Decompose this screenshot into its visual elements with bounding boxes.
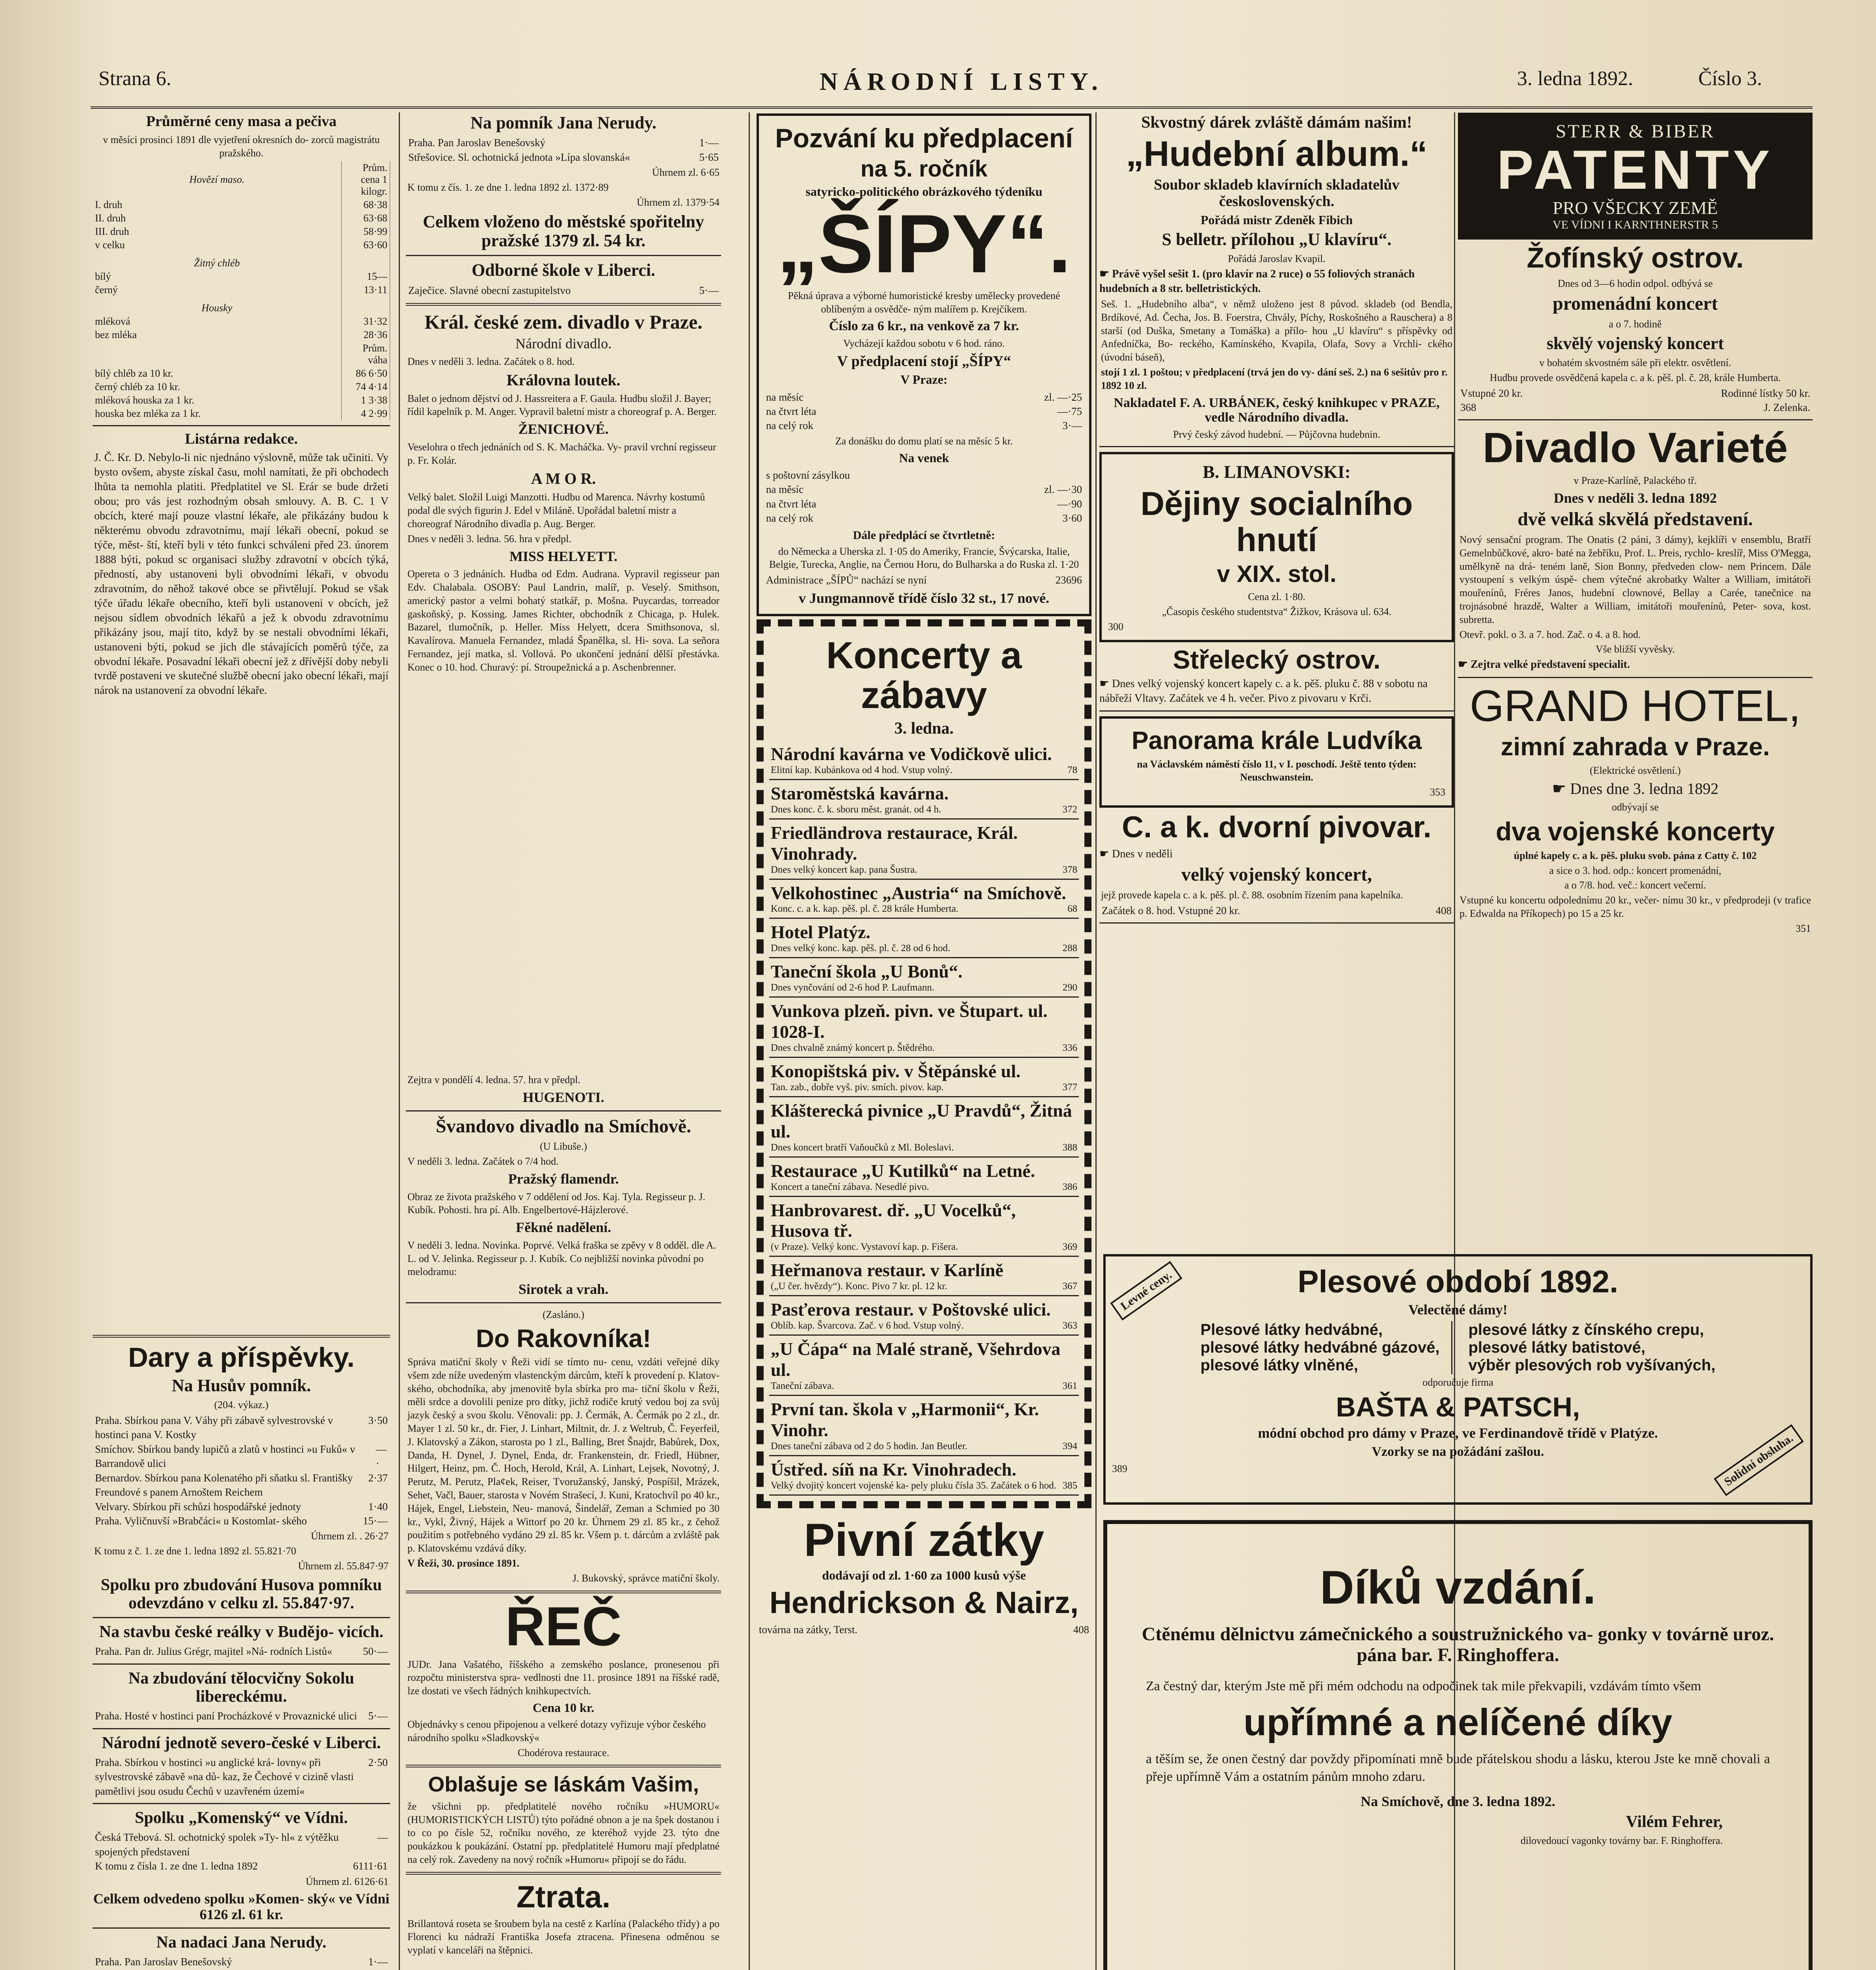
weight-col: Prům. váha [342, 342, 390, 367]
patenty-title: PATENTY [1497, 139, 1774, 201]
concerts-box [757, 619, 1091, 1508]
zofin-foot: Vstupné 20 kr. Rodinné lístky 50 kr. [1460, 387, 1810, 399]
diky-place: Na Smíchově, dne 3. ledna 1892. [1360, 1793, 1556, 1810]
ples-vz: Vzorky se na požádání zašlou. [1372, 1444, 1544, 1459]
hotel-line: ☛ Dnes dne 3. ledna 1892 [1458, 779, 1813, 799]
diky-title: Díků vzdání. [1320, 1561, 1596, 1614]
list-item: Praha. Sbírkou v hostinci »u anglické krá- lovny« při sylvestrovské zábavě »na dů- kaz, že Čechové v cizině vlasti pamětlivi jsou osudu Čechů v uzavřeném území« 2·50 [95, 1756, 388, 1797]
ples-item: plesové látky batistové, [1468, 1338, 1645, 1356]
theatre-date: Dnes v neděli 3. ledna. 56. hra v předpl. [407, 533, 571, 545]
rec-text: JUDr. Jana Vašatého, říšského a zemského poslance, pronesenou při rozpočtu ministerstva spra- vedlnosti dne 11. prosince 1891 na říšské radě, lze dostati ve všech řádných knihkupectvích. [407, 1658, 720, 1697]
sipy-addr: v Jungmannově třídě číslo 32 st., 17 nové. [798, 590, 1049, 606]
table-row: v celku 63·60 [93, 238, 390, 252]
ples-stamp: Solidní obsluha. [1714, 1424, 1803, 1496]
ples-item: plesové látky vlněné, [1200, 1356, 1358, 1374]
hotel-text: úplné kapely c. a k. pěš. pluku svob. pána z Catty č. 102 [1513, 849, 1757, 861]
list-item: Praha. Pan dr. Julius Grégr, majitel »Ná- rodních Listů« 50·— [95, 1645, 388, 1658]
zofin-sign: 368 J. Zelenka. [1460, 401, 1810, 413]
table-row: bílý chléb za 10 kr. 86 6·50 [93, 367, 390, 380]
list-item: Praha. Hosté v hostinci paní Procházkové v Provaznické ulici 5·— [95, 1710, 388, 1722]
dejiny-sub: v XIX. stol. [1217, 561, 1337, 587]
panorama-text: na Václavském náměstí číslo 11, v I. poschodí. Ještě tento týden: Neuschwanstein. [1137, 758, 1417, 783]
play-text: Balet o jednom dějství od J. Hassreitera a F. Gaula. Hudbu složil J. Bayer; řídil kapelník p. M. Anger. Vypravil baletní mistr a choreograf p. A. Berger. [407, 392, 717, 418]
table-row: III. druh 58·99 [93, 225, 390, 238]
neruda-title: Na nadaci Jana Nerudy. [156, 1933, 327, 1951]
diky-ad [1103, 1517, 1813, 1970]
list-item: Konopištská piv. v Štěpánské ul. Tan. zab., dobře vyš. piv. smích. pivov. kap. 377 [769, 1058, 1079, 1097]
list-item: K tomu z čísla 1. ze dne 1. ledna 1892 6111·61 [95, 1860, 388, 1872]
pivovar-bold: velký vojenský koncert, [1181, 864, 1372, 885]
hotel-bold: dva vojenské koncerty [1495, 817, 1775, 846]
table-row: bez mléka 28·36 [93, 328, 390, 342]
list-item: Praha. Pan Jaroslav Benešovský 1·— [408, 137, 719, 149]
play-title: Pražský flamendr. [508, 1171, 619, 1187]
list-item: na měsíc zl. —·25 [766, 391, 1082, 403]
zofin-bold2: skvělý vojenský koncert [1547, 333, 1724, 353]
patenty-banner [1458, 113, 1813, 240]
play-title: Sirotek a vrah. [518, 1281, 609, 1297]
rakovnik-title: Do Rakovníka! [476, 1324, 651, 1353]
table-row: I. druh 68·38 [93, 198, 390, 212]
sipy-venek: Na venek [899, 450, 949, 465]
diky-sign2: dilovedoucí vagonky továrny bar. F. Ringhoffera. [1520, 1834, 1723, 1846]
zatky-brand: Hendrickson & Nairz, [769, 1585, 1079, 1620]
list-item: Hanbrovarest. dř. „U Vocelků“, Husova tř. (v Praze). Velký konc. Vystavoví kap. p. Fišera. 369 [769, 1197, 1079, 1257]
pivovar-line: ☛ Dnes v neděli [1099, 847, 1454, 861]
smichov-date: V neděli 3. ledna. Začátek o 7/4 hod. [407, 1156, 559, 1167]
hotel-sub2: (Elektrické osvětlení.) [1590, 764, 1681, 776]
rolls-header: Housky [93, 297, 342, 315]
variete-place: v Praze-Karlíně, Palackého tř. [1573, 474, 1697, 486]
play-text: Opereta o 3 jednáních. Hudba od Edm. Audrana. Vypravil regisseur pan Edv. Chalabala. OSOBY: Paul Landrin, malíř, p. Veselý. Smithson, americký pastor a velmi bohatý statkář, p. Mošna. Puycardas, torreador gaskoňský, p. Kossing. James Richter, obchodník z Chicaga, p. Hulek. Bazarel, tlumočník, p. Heller. Miss Helyett, dcera Smithsonova, sl. Kavalírova. Manuela Fernandez, mladá Španělka, sl. Hi- sova. La señora Fernandez, její matka, sl. Vollová. Po ukončení jednání dělší přestávka. Konec o 10. hod. Churavý: pí. Stroupežnická a p. Aschenbrenner. [407, 568, 720, 673]
dejiny-price: Cena zl. 1·80. [1248, 591, 1305, 603]
pomnik-sum: Úhrnem zl. 6·65 [652, 167, 720, 178]
list-item: Bernardov. Sbírkou pana Kolenatého při sňatku sl. Františky Freundové s panem Arnoštem Reichem 2·37 [95, 1472, 388, 1498]
sipy-out: Vycházejí každou sobotu v 6 hod. ráno. [843, 337, 1005, 349]
rec-sign: Chodérova restaurace. [517, 1747, 610, 1758]
play-text: Veselohra o třech jednáních od S. K. Macháčka. Vy- pravil vrchní regisseur p. Fr. Kolár. [407, 441, 716, 466]
column-2 [406, 110, 721, 1970]
editorial-title: Listárna redakce. [185, 431, 298, 448]
diky-big: upřímné a nelíčené díky [1243, 1701, 1673, 1744]
patenty-bot: PRO VŠECKY ZEMĚ [1552, 198, 1718, 218]
diky-text: Za čestný dar, kterým Jste mě při mém odchodu na odpočinek tak mile překvapili, vzdávám tímto všem [1146, 1678, 1701, 1693]
vasim-title: Oblašuje se láskám Vašim, [428, 1773, 699, 1797]
meat-col: Prům. cena 1 kilogr. [342, 161, 390, 198]
editorial-text: J. Č. Kr. D. Nebylo-li nic njednáno výslovně, může tak učiniti. Vy bysto ovšem, abyste získal času, mohl namítati, že při obchodech lhůta ta nemohla platiti. Předplatitel ve Sl. Erár se bude držeti obou; pro vás jest rozhodným obsah smlouvy. A. B. C. 1 V obcích, které mají pouze vlastní lékaře, ale přikázány budou k některému obvodu zdravotnímu, mají lékaři obecní, pokud se týče, měst- ští, kteří byli v této funkci schváleni před 23. únorem 1888 býti, pokud sc organisaci služby zdravotní v obcích týká, předností, aby ustanoveni byli obvodními lékaři, v obvodu zdravotním, do něhož takové obce se přivtělují. Pokud se však týče úřadu lékaře obecního, kteří byli ustanoveni v obcích, jež nejsou sídlem obvodních lékařů a jež k obvodu zdravotnímu přikázány jsou, mají tito, když by se nestali obvodními lékaři, ustanoveni býti, pokud se jich dle stávajících poměrů týče, za obvodní lékaře. Posavadní lékaři obecní jež z dřívější doby nebyli tvrdě postaveni ve skutečné službě obecní jako obecní lékaři, mají nárok na ustanovení za obvodní lékaře. [94, 452, 389, 697]
skola-title: Odborné škole v Liberci. [471, 260, 656, 280]
diky-sign: Vilém Fehrer, [1626, 1812, 1723, 1831]
ples-sub: Velectěné dámy! [1408, 1302, 1508, 1318]
panorama-ad [1099, 716, 1454, 808]
pomnik-sum: Úhrnem zl. 1379·54 [636, 196, 720, 208]
panorama-title: Panorama krále Ludvíka [1131, 726, 1422, 755]
theatre-date: Dnes v neděli 3. ledna. Začátek o 8. hod. [407, 355, 575, 367]
hus-subtitle: (204. výkaz.) [214, 1399, 269, 1411]
meat-header: Hovězí maso. [93, 161, 342, 198]
rakovnik-place: V Řeži, 30. prosince 1891. [407, 1557, 520, 1569]
rakovnik-pre: (Zasláno.) [542, 1308, 585, 1320]
rakovnik-text: Správa matiční školy v Řeži vidí se tímto nu- cenu, vzdáti veřejné díky všem zde níže uvedeným vlastenckým dárcům, kteří k provedení p. Klatov- ského, obchodníka, aby jmenovitě byla sbírka pro ma- tiční školu v Řeži, měli srdce a dovolili penize pro dítky, jichž rodiče krutý vedou boj za svůj jazyk český a svou školu. Věnovali: pp. J. Čermák, A. Čermák po 2 zl., dr. Mayer 1 zl. 50 kr., dr. Fier, J. Linhart, Miltnit, dr. J. z Weltrub, Č. Feyerfeil, J. Klatovský a Zákon, starosta po 1 zl., Balling, Bret Šnajdr, Babůrek, Dox, Danda, H. Dynel, J. Dynel, Enda, dr. Frankenstein, dr. Friedl, Hübner, Hilgert, Heinz, pm. Č. Hoch, Herold, Král, A. Linhart, Lejsek, Novotný, J. Perutz, M. Perutz, Pla¢ek, Reiser, Tvoružanský, Janský, Pospíšil, Mrázek, Sehet, Vačl, Bauer, starosta v Novém Strašecí, J. Kuni, Kratochvíl po 40 kr., Hájek, Engel, Liebstein, Neu- manová, Šindelář, Zeman a Schmied po 30 kr., Vykl, Živný, Hájek a Wittorf po 20 kr. Úhrnem 29 zl. 85 kr., z čehož použitím s potřebného vydáno 29 zl. 85 kr. Všem p. t. dárcům a zvláště pak p. Klatovskému vzdává díky. [407, 1356, 720, 1554]
sipy-sub2: satyricko-politického obrázkového týdeníku [805, 184, 1043, 199]
diky-sub: Ctěnému dělnictvu zámečnického a soustružnického va- gonky v továrně uroz. pána bar. F. Ringhoffera. [1142, 1624, 1774, 1665]
list-item: Staroměstská kavárna. Dnes konc. č. k. sboru měst. granát. od 4 h. 372 [769, 780, 1079, 820]
list-item: s poštovní zásylkou [766, 469, 850, 481]
hotel-sub: zimní zahrada v Praze. [1500, 732, 1770, 761]
list-item: Praha. Sbírkou pana V. Váhy při zábavě sylvestrovské v hostinci pana V. Kostky 3·50 [95, 1414, 388, 1441]
variete-bold: dvě velká skvělá představení. [1517, 509, 1753, 530]
zatky-addr: továrna na zátky, Terst. 408 [759, 1624, 1089, 1636]
rec-price: Cena 10 kr. [532, 1700, 595, 1715]
album-pub2: Prvý český závod hudební. — Půjčovna hudebnin. [1173, 429, 1380, 440]
donations-title: Dary a příspěvky. [128, 1342, 355, 1373]
album-sub: Soubor skladeb klavírních skladatelův československých. [1154, 177, 1400, 210]
hotel-foot: Vstupné ku koncertu odpolednímu 20 kr., večer- nímu 30 kr., v předprodeji (v trafice p. Edwalda na Příkopech) po 15 a 25 kr. [1460, 894, 1811, 919]
ples-firm: BAŠTA & PATSCH, [1336, 1392, 1580, 1423]
ples-stamp: Levné ceny. [1110, 1261, 1182, 1321]
dejiny-n: 300 [1108, 621, 1123, 633]
hotel-n: 351 [1796, 922, 1811, 934]
zofin-text3: v bohatém skvostném sále při elektr. osvětlení. [1539, 357, 1731, 368]
list-item: Restaurace „U Kutilků“ na Letné. Koncert a taneční zábava. Nesedlé pivo. 386 [769, 1158, 1079, 1197]
concerts-date: 3. ledna. [894, 719, 954, 738]
column-3 [757, 110, 1091, 1970]
pomnik-total: Celkem vloženo do městské spořitelny pražské 1379 zl. 54 kr. [423, 212, 704, 251]
variete-line: Dnes v neděli 3. ledna 1892 [1553, 490, 1717, 506]
play-title: HUGENOTI. [522, 1089, 604, 1106]
table-row: černý chléb za 10 kr. 74 4·14 [93, 380, 390, 394]
list-item: Ústřed. síň na Kr. Vinohradech. Velký dvojitý koncert vojenské ka- pely pluku čísla 35. Začátek o 6 hod. 385 [769, 1456, 1079, 1496]
hus-sum: Úhrnem zl. 55.847·97 [298, 1560, 389, 1572]
vasim-text: že všichni pp. předplatitelé nového ročníku »HUMORU« (HUMORISTICKÝCH LISTŮ) týto pořádné obnon a je na špek dostanou i to co po čísle 52, ročníku nového, ze kteréhož vyjde 23. týto dne poukázkou k poukázání. Ostatní pp. předplatitelé Humoru mají předplatné na celý rok. Zavedeny na nový ročník »Humoru« připojí se do řádu. [407, 1800, 720, 1866]
zofin-text2: a o 7. hodině [1608, 318, 1662, 330]
list-item: Hotel Platýz. Dnes velký konc. kap. pěš. pl. č. 28 od 6 hod. 288 [769, 919, 1079, 958]
masthead-title: NÁRODNÍ LISTY. [820, 67, 1103, 95]
column-divider [399, 112, 400, 1970]
list-item: Heřmanova restaur. v Karlíně („U čer. hvězdy“). Konc. Pivo 7 kr. pl. 12 kr. 367 [769, 1257, 1079, 1296]
variete-title: Divadlo Varieté [1482, 424, 1788, 472]
dejiny-pub: „Časopis českého studentstva“ Žižkov, Krásova ul. 634. [1162, 606, 1392, 618]
patenty-top: STERR & BIBER [1555, 121, 1715, 142]
list-item: „U Čápa“ na Malé straně, Všehrdova ul. Taneční zábava. 361 [769, 1336, 1079, 1396]
album-news: ☛ Právě vyšel sešit 1. (pro klavír na 2 ruce) o 55 foliových stranách hudebních a 8 str. belletristických. [1099, 267, 1454, 296]
table-row: bílý 15— [93, 270, 390, 283]
album-price: stojí 1 zl. 1 poštou; v předplacení (trvá jen do vy- dání seš. 2.) na 6 sešitův pro r. 1892 10 zl. [1101, 366, 1448, 391]
dejiny-author: B. LIMANOVSKI: [1203, 462, 1351, 482]
sipy-top: Pozvání ku předplacení [775, 123, 1073, 153]
pomnik-title: Na pomník Jana Nerudy. [470, 113, 656, 132]
rec-title: ŘEČ [505, 1595, 622, 1657]
list-item: Vunkova plzeň. pivn. ve Štupart. ul. 1028-I. Dnes chvalně známý koncert p. Štědrého. 336 [769, 998, 1079, 1058]
zofin-title: Žofínský ostrov. [1526, 242, 1744, 274]
pivovar-text: jejž provede kapela c. a k. pěš. pl. č. 88. osobním řízením pana kapelníka. [1101, 889, 1403, 901]
zatky-text: dodávají od zl. 1·60 za 1000 kusů výše [822, 1568, 1026, 1583]
column-divider [749, 112, 750, 1970]
hotel-title: GRAND HOTEL, [1469, 681, 1801, 730]
play-text: Obraz ze života pražského v 7 oddělení od Jos. Kaj. Tyla. Regisseur p. J. Kubík. Pohosti. hra pí. Alb. Engelbertové-Hájzlerové. [407, 1191, 705, 1216]
ples-n: 389 [1112, 1463, 1127, 1475]
komensky-total: Celkem odvedeno spolku »Komen- ský« ve Vídni 6126 zl. 61 kr. [93, 1891, 390, 1922]
sipy-ad [757, 113, 1091, 616]
variete-foot3: ☛ Zejtra velké představení specialit. [1458, 658, 1813, 672]
ples-end: odporučuje firma [1422, 1376, 1493, 1388]
sipy-sub: na 5. ročník [860, 156, 988, 182]
list-item: Česká Třebová. Sl. ochotnický spolek »Ty- hl« z výtěžku spojených představení — [95, 1831, 388, 1858]
patenty-addr: VE VÍDNI I KARNTHNERSTR 5 [1552, 218, 1718, 231]
ples-item: výběr plesových rob vyšívaných, [1468, 1356, 1716, 1374]
zofin-bold: promenádní koncert [1552, 293, 1718, 314]
play-title: Fěkné nadělení. [515, 1219, 611, 1236]
page-header [91, 63, 1813, 109]
list-item: Praha. Pan Jaroslav Benešovský 1·— [95, 1955, 388, 1968]
dejiny-ad [1099, 452, 1454, 642]
list-item: na čtvrt léta —·90 [766, 498, 1082, 510]
list-item: Smíchov. Sbírkou bandy lupičů a zlatů v hostinci »u Fuků« v Barrandově ulici —· [95, 1443, 387, 1470]
sipy-dale: Dále předplácí se čtvrtletně: [853, 528, 995, 542]
column-1 [93, 110, 390, 1970]
play-title: MISS HELYETT. [509, 548, 618, 564]
rec-text: Objednávky s cenou připojenou a velkeré dotazy vyřizuje výbor českého národního spolku »Sladkovský« [407, 1719, 706, 1743]
album-pub: Nakladatel F. A. URBÁNEK, český knihkupec v PRAZE, vedle Národního divadla. [1114, 395, 1440, 425]
sokol-title: Na zbudování tělocvičny Sokolu libereckému. [128, 1669, 354, 1706]
rakovnik-sign: J. Bukovský, správce matiční školy. [572, 1572, 720, 1584]
smichov-subtitle: (U Libuše.) [540, 1141, 587, 1152]
jednota-title: Národní jednotě severo-české v Liberci. [102, 1734, 381, 1752]
variete-foot: Otevř. pokl. o 3. a 7. hod. Zač. o 4. a 8. hod. [1460, 628, 1641, 640]
ples-item: plesové látky z čínského crepu, [1468, 1321, 1704, 1338]
album-text: Seš. 1. „Hudebního alba“, v němž uloženo jest 8 původ. skladeb (od Bendla, Brdíkové, Ad. Čecha, Jos. B. Foerstra, Chvály, Píchy, Roskošného a Rauschera) a 8 starší (od Duška, Smetany a Tomáška) a přílo- hou „U klavíru“ s příspěvky od Anfedníčka, Bo- reckého, Kamínského, Kvapila, Olafa, Sovy a Vrchli- ckého (úvodní báseň), [1101, 298, 1452, 363]
ztrata-title: Ztrata. [516, 1879, 611, 1914]
theatre-title: Král. české zem. divadlo v Praze. [424, 311, 703, 333]
prices-title: Průměrné ceny masa a pečiva [146, 113, 337, 130]
strel-text: ☛ Dnes velký vojenský koncert kapely c. a k. pěš. pluku č. 88 v sobotu na nábřeží Vltavy. Začátek ve 4 h. večer. Pivo z pivovaru v Krči. [1099, 677, 1454, 706]
list-item: Praha. Vyličnuvší »Brabčáci« u Kostomlat- ského 15·— [95, 1515, 388, 1527]
list-item: na celý rok 3·— [766, 420, 1082, 432]
list-item: Pasťerova restaur. v Poštovské ulici. Oblíb. kap. Švarcova. Zač. v 6 hod. Vstup volný. 363 [769, 1296, 1079, 1336]
realka-title: Na stavbu české reálky v Budějo- vicích. [99, 1623, 384, 1641]
hus-sum: K tomu z č. 1. ze dne 1. ledna 1892 zl. 55.821·70 [94, 1545, 296, 1557]
hus-total: Spolku pro zbudování Husova pomníku odevzdáno v celku zl. 55.847·97. [100, 1576, 382, 1612]
sipy-title: „ŠÍPY“. [777, 197, 1071, 290]
table-row: II. druh 63·68 [93, 212, 390, 225]
hus-sum: Úhrnem zl. . 26·27 [310, 1530, 389, 1542]
list-item: Střešovice. Sl. ochotnická jednota »Lípa slovanská« 5·65 [408, 151, 719, 163]
bread-header: Žitný chléb [93, 252, 342, 270]
pomnik-sum: K tomu z čís. 1. ze dne 1. ledna 1892 zl. 1372·89 [407, 182, 609, 193]
komensky-title: Spolku „Komenský“ ve Vídni. [135, 1809, 348, 1827]
hotel-text2: a sice o 3. hod. odp.: koncert promenádní, [1549, 864, 1722, 876]
hotel-text3: a o 7/8. hod. več.: koncert večerní. [1564, 879, 1706, 891]
ples-title: Plesové období 1892. [1298, 1264, 1618, 1299]
hus-title: Na Husův pomník. [171, 1375, 311, 1395]
sipy-dale-text: do Německa a Uherska zl. 1·05 do Ameriky, Francie, Švýcarska, Italie, Belgie, Turecka, Anglie, na Černou Horu, do Bulharska a do Ruska zl. 1·20 [769, 545, 1079, 571]
play-title: A M O R. [531, 470, 596, 488]
hotel-line2: odbývají se [1612, 801, 1659, 813]
diky-text2: a těším se, že onen čestný dar povždy připomínati mně bude přátelskou shodu a lásku, kterou Jste ke mně chovali a přeje upřímně Vám a ostatním pánům mnoho zdaru. [1146, 1752, 1770, 1784]
table-row: houska bez mléka za 1 kr. 4 2·99 [93, 407, 390, 420]
list-item: Taneční škola „U Bonů“. Dnes vynčování od 2-6 hod P. Laufmann. 290 [769, 958, 1079, 998]
sipy-pre: V předplacení stojí „ŠÍPY“ [837, 353, 1011, 370]
variete-foot2: Vše bližší vyvěsky. [1595, 643, 1675, 655]
list-item: na měsíc zl. —·30 [766, 483, 1082, 496]
table-row: mléková 31·32 [93, 315, 390, 328]
ples-firm2: módní obchod pro dámy v Praze, ve Ferdinandově třídě v Platýze. [1258, 1425, 1658, 1441]
list-item: Národní kavárna ve Vodičkově ulici. Elitní kap. Kubánkova od 4 hod. Vstup volný. 78 [769, 741, 1079, 780]
prices-subtitle: v měsíci prosinci 1891 dle vyjetření okresních do- zorců magistrátu pražského. [103, 134, 380, 159]
ples-item: plesové látky hedvábné gázové, [1200, 1338, 1440, 1356]
sipy-home: Za donášku do domu platí se na měsíc 5 kr. [835, 435, 1013, 447]
list-item: Velkohostinec „Austria“ na Smíchově. Konc. c. a k. kap. pěš. pl. č. 28 krále Humberta. 68 [769, 880, 1079, 919]
strel-title: Střelecký ostrov. [1173, 645, 1381, 674]
album-sub4: Pořádá Jaroslav Kvapil. [1228, 253, 1326, 265]
play-title: ŽENICHOVÉ. [518, 421, 609, 437]
dejiny-title: Dějiny socialního hnutí [1140, 485, 1413, 559]
list-item: První tan. škola v „Harmonii“, Kr. Vinohr. Dnes taneční zábava od 2 do 5 hodin. Jan Beutler. 394 [769, 1396, 1079, 1456]
album-sub2: Pořádá mistr Zdeněk Fibich [1200, 212, 1353, 227]
sipy-admin: Administrace „ŠÍPŮ“ nachází se nyní 23696 [766, 574, 1082, 586]
list-item: Zaječice. Slavné obecní zastupitelstvo 5·— [408, 284, 719, 296]
play-text: Velký balet. Složil Luigi Manzotti. Hudbu od Marenca. Návrhy kostumů podal dle svých figurin J. Edel v Miláně. Upořádal baletní mistr a choreograf Národního divadla p. Aug. Berger. [407, 491, 705, 530]
play-text: V neděli 3. ledna. Novinka. Poprvé. Velká fraška se zpěvy v 8 odděl. dle A. L. od V. Jelinka. Regisseur p. J. Kubík. Co nejbližší novinka původní po melodramu: [407, 1239, 716, 1278]
theatre-date: Zejtra v pondělí 4. ledna. 57. hra v předpl. [407, 1074, 580, 1086]
prices-table [93, 161, 390, 420]
issue-date: 3. ledna 1892. [1517, 67, 1633, 90]
table-row: mléková houska za 1 kr. 1 3·38 [93, 394, 390, 407]
page-number: Strana 6. [99, 67, 171, 90]
sipy-price: Číslo za 6 kr., na venkově za 7 kr. [829, 319, 1019, 334]
zatky-title: Pivní zátky [804, 1514, 1044, 1566]
play-title: Královna loutek. [506, 371, 621, 389]
ples-item: Plesové látky hedvábné, [1200, 1321, 1383, 1338]
album-pre: Skvostný dárek zvláště dámám našim! [1141, 113, 1412, 132]
table-row: černý 13·11 [93, 283, 390, 297]
sipy-praha: V Praze: [900, 372, 948, 387]
ples-ad [1103, 1251, 1813, 1503]
sipy-text: Pěkná úprava a výborné humoristické kresby umělecky provedené oblíbeným a osvědče- ným malířem p. Krejčíkem. [788, 290, 1060, 315]
theatre-subtitle: Národní divadlo. [515, 336, 612, 352]
issue-number: Číslo 3. [1698, 67, 1762, 90]
panorama-n: 353 [1430, 786, 1445, 798]
variete-text: Nový sensační program. The Onatis (2 páni, 3 dámy), kejklíři v ensemblu, Bratří Gemelnbůčkové, akro- baté na žebříku, Prof. L. Preis, rychlo- kreslíř, Miss O'Megga, umělkyně na drá- teném laně, Sion Bonny, předveden clow- nem Princem. Dále vystoupení s velkým úspě- chem výtečné akrobatky Walter a William, imitátoři mouřenínů, Fréres Janos, hudební clownové, Bellay a Carée, tanečnice na trojnásobné hrazdě, Walter a William, imitátoři mouřenínů, Peter- sova, kost. subretta. [1460, 534, 1811, 625]
list-item: na celý rok 3·60 [766, 512, 1082, 524]
komensky-sum: Úhrnem zl. 6126·61 [305, 1875, 389, 1887]
smichov-title: Švandovo divadlo na Smíchově. [435, 1115, 692, 1137]
list-item: Klášterecká pivnice „U Pravdů“, Žitná ul. Dnes koncert bratří Vaňoučků z Ml. Boleslavi. 388 [769, 1097, 1079, 1158]
list-item: na čtvrt léta —·75 [766, 405, 1082, 417]
ztrata-text: Brillantová roseta se šroubem byla na cestě z Karlína (Palackého třídy) a po Florenci ku nádraží Františka Josefa ztracena. Přinesena odměnou se vyplatí v kanceláři na štěpnici. [407, 1918, 720, 1956]
list-item: Friedländrova restaurace, Král. Vinohrady. Dnes velký koncert kap. pana Šustra. 378 [769, 820, 1079, 880]
album-sub3: S belletr. přílohou „U klavíru“. [1162, 229, 1392, 249]
zofin-text4: Hudbu provede osvědčená kapela c. a k. pěš. pl. č. 28, krále Humberta. [1489, 372, 1781, 383]
pivovar-title: C. a k. dvorní pivovar. [1122, 810, 1432, 844]
zofin-text: Dnes od 3—6 hodin odpol. odbývá se [1558, 278, 1713, 290]
album-title: „Hudební album.“ [1126, 134, 1428, 174]
column-divider [1095, 112, 1097, 1970]
list-item: Velvary. Sbírkou při schůzi hospodářské jednoty 1·40 [95, 1500, 388, 1513]
concerts-title: Koncerty a zábavy [826, 634, 1022, 717]
pivovar-foot: Začátek o 8. hod. Vstupné 20 kr. 408 [1102, 904, 1452, 916]
